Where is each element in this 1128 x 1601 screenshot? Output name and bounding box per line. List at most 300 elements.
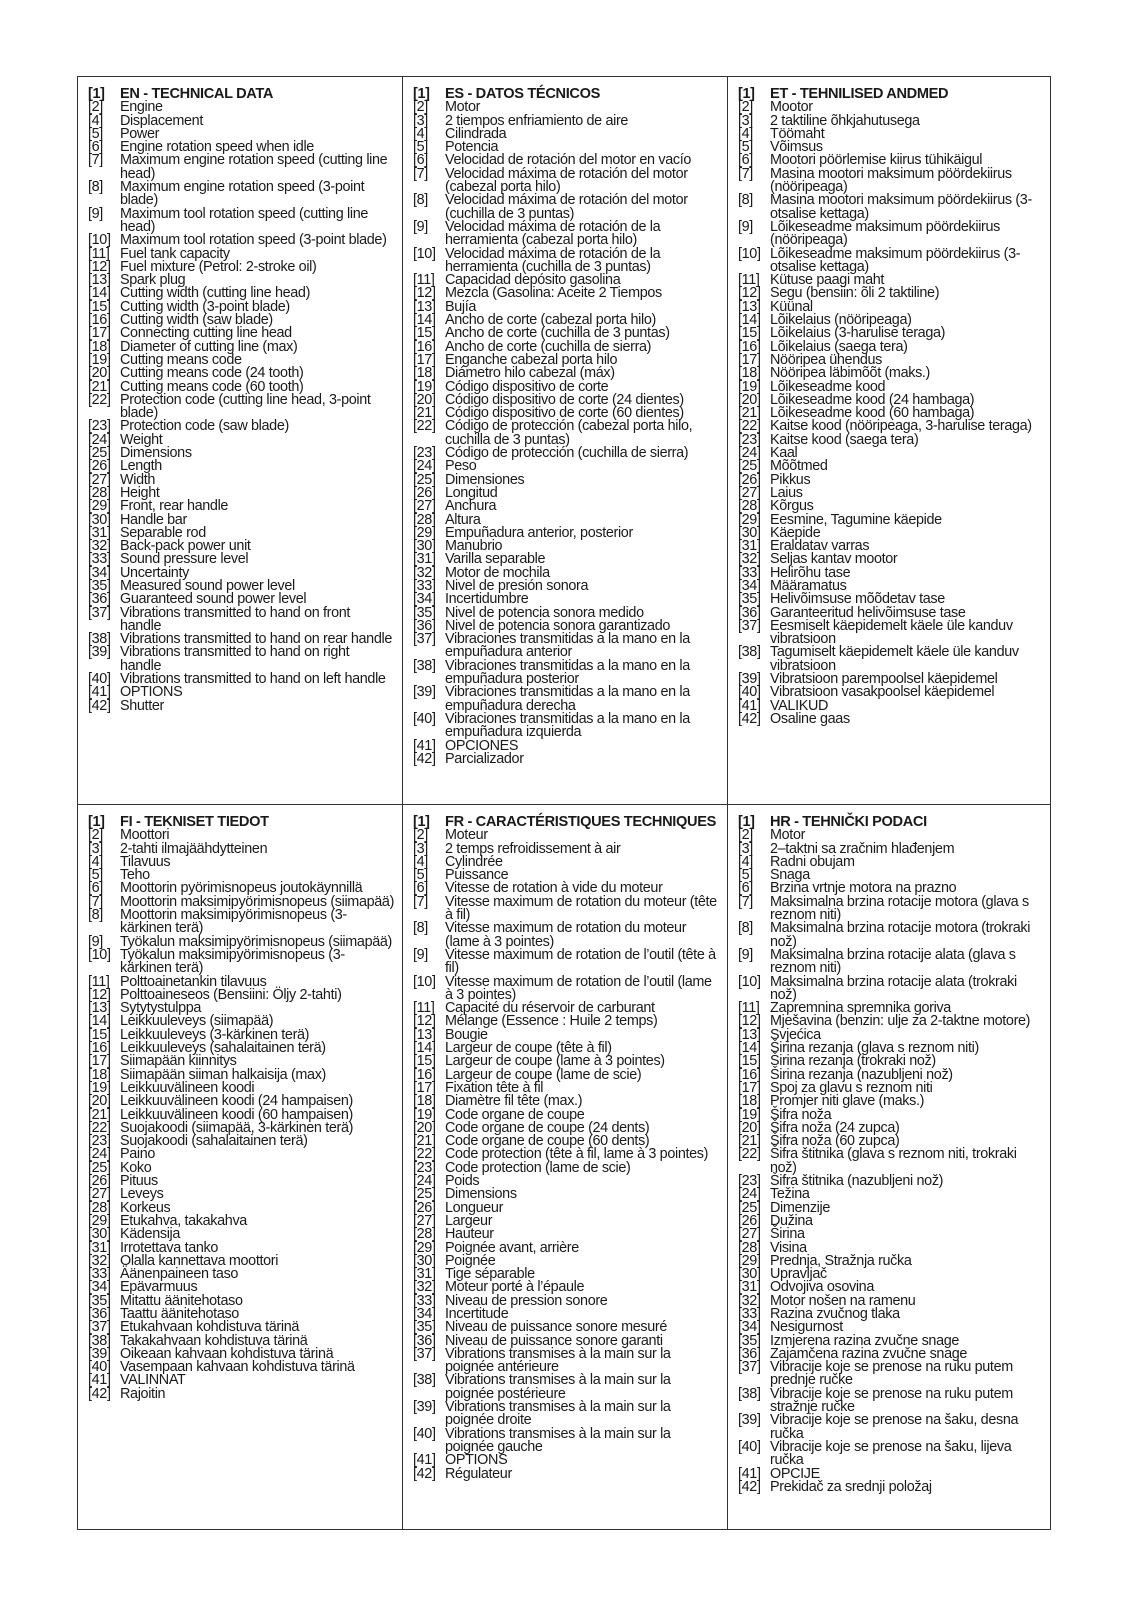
item-label: Largeur de coupe (lame à 3 pointes) xyxy=(445,1053,665,1070)
item-label: Tilavuus xyxy=(120,853,171,870)
item-number: [40] xyxy=(88,1359,111,1376)
item-label: OPTIONS xyxy=(445,1452,508,1469)
item-number: [23] xyxy=(738,431,761,448)
item-label: Helirõhu tase xyxy=(770,564,851,581)
item-number: [35] xyxy=(738,1332,761,1349)
item-label: Poignée xyxy=(445,1252,496,1269)
item-label: Širina rezanja (glava s reznom niti) xyxy=(770,1040,979,1057)
item-number: [40] xyxy=(738,684,761,701)
item-label: Vitesse maximum de rotation du moteur (lame à 3 pointes) xyxy=(445,920,687,950)
item-number: [10] xyxy=(88,946,111,963)
item-label: Motor xyxy=(770,827,806,844)
item-number: [23] xyxy=(738,1173,761,1190)
item-label: Moteur xyxy=(445,827,488,844)
item-label: Küünal xyxy=(770,298,813,315)
spec-row xyxy=(413,1401,719,1428)
item-number: [42] xyxy=(88,697,111,714)
item-number: [4] xyxy=(413,853,428,870)
item-number: [26] xyxy=(413,484,436,501)
item-label: Leikkuuleveys (3-kärkinen terä) xyxy=(120,1026,310,1043)
item-label: Ancho de corte (cuchilla de 3 puntas) xyxy=(445,325,670,342)
item-number: [19] xyxy=(413,1106,436,1123)
item-number: [30] xyxy=(88,1226,111,1243)
item-label: Työkalun maksimipyörimisnopeus (siimapää) xyxy=(120,933,392,950)
item-number: [12] xyxy=(88,986,111,1003)
item-number: [2] xyxy=(413,827,428,844)
item-number: [26] xyxy=(88,458,111,475)
item-number: [11] xyxy=(413,1000,435,1017)
item-number: [7] xyxy=(88,893,103,910)
item-label: Šifra noža (60 zupca) xyxy=(770,1133,900,1150)
item-label: Takakahvaan kohdistuva tärinä xyxy=(120,1332,308,1349)
item-number: [22] xyxy=(88,391,111,408)
item-number: [34] xyxy=(413,591,436,608)
item-number: [35] xyxy=(413,1319,436,1336)
item-label: Upravljač xyxy=(770,1266,827,1283)
section-title: FR - CARACTÉRISTIQUES TECHNIQUES xyxy=(445,814,716,830)
item-number: [23] xyxy=(413,445,436,462)
item-label: Maximum engine rotation speed (3-point blade) xyxy=(120,179,365,209)
item-label: Incertidumbre xyxy=(445,591,529,608)
item-label: Largeur de coupe (lame de scie) xyxy=(445,1066,642,1083)
item-label: Código dispositivo de corte (60 dientes) xyxy=(445,405,684,422)
item-number: [33] xyxy=(413,1292,436,1309)
item-number: [18] xyxy=(88,1066,111,1083)
item-number: [19] xyxy=(88,351,111,368)
item-number: [37] xyxy=(88,604,111,621)
spec-row xyxy=(413,245,719,275)
item-number: [27] xyxy=(88,471,111,488)
item-number: [29] xyxy=(413,524,436,541)
item-number: [12] xyxy=(738,285,761,302)
item-number: [38] xyxy=(413,657,436,674)
item-number: [6] xyxy=(88,880,103,897)
item-number: [15] xyxy=(413,1053,436,1070)
item-label: Masina mootori maksimum pöördekiirus (nööripeaga) xyxy=(770,165,1012,196)
item-number: [17] xyxy=(413,1079,436,1096)
item-number: [22] xyxy=(738,1146,761,1163)
spec-row xyxy=(738,165,1042,196)
spec-row xyxy=(738,1438,1042,1469)
item-number: [35] xyxy=(88,1292,111,1309)
item-label: Diámetro hilo cabezal (máx) xyxy=(445,365,615,382)
item-number: [29] xyxy=(88,1212,111,1229)
spec-row xyxy=(413,1345,719,1376)
item-label: Moottorin pyörimisnopeus joutokäynnillä xyxy=(120,880,363,897)
item-label: Lõikeseadme kood (60 hambaga) xyxy=(770,405,975,422)
item-number: [42] xyxy=(738,710,761,727)
item-number: [28] xyxy=(413,511,436,528)
item-label: Suojakoodi (sahalaitainen terä) xyxy=(120,1133,308,1150)
item-number: [4] xyxy=(88,853,103,870)
item-number: [27] xyxy=(413,1212,436,1229)
item-number: [11] xyxy=(88,973,110,990)
item-number: [20] xyxy=(88,365,111,382)
item-number: [21] xyxy=(413,1133,436,1150)
spec-row xyxy=(88,646,394,673)
item-number: [36] xyxy=(88,591,111,608)
item-label: Teho xyxy=(120,867,150,884)
item-number: [13] xyxy=(88,272,111,289)
item-number: [8] xyxy=(738,920,753,937)
item-number: [19] xyxy=(413,378,436,395)
item-label: Moottori xyxy=(120,827,170,844)
item-label: Cutting means code (60 tooth) xyxy=(120,378,304,395)
item-number: [32] xyxy=(413,564,436,581)
item-number: [30] xyxy=(413,1252,436,1269)
spec-row xyxy=(738,1385,1042,1416)
item-label: Code organe de coupe (24 dents) xyxy=(445,1119,650,1136)
section-title: ET - TEHNILISED ANDMED xyxy=(770,86,949,102)
item-number: [10] xyxy=(738,973,761,990)
item-label: Leikkuuvälineen koodi (60 hampaisen) xyxy=(120,1106,353,1123)
item-number: [34] xyxy=(88,1279,111,1296)
item-number: [24] xyxy=(88,431,111,448)
item-label: Määramatus xyxy=(770,577,847,594)
item-number: [27] xyxy=(413,498,436,515)
item-number: [31] xyxy=(413,551,436,568)
spec-row xyxy=(413,893,719,924)
item-label: Poignée avant, arrière xyxy=(445,1239,579,1256)
item-number: [36] xyxy=(88,1305,111,1322)
item-label: Separable rod xyxy=(120,524,206,541)
item-number: [11] xyxy=(88,245,110,262)
item-label: Seljas kantav mootor xyxy=(770,551,898,568)
item-number: [9] xyxy=(738,218,753,235)
item-label: Moottorin maksimipyörimisnopeus (siimapää) xyxy=(120,893,395,910)
spec-row xyxy=(88,391,394,422)
item-number: [27] xyxy=(738,484,761,501)
item-number: [25] xyxy=(88,1159,111,1176)
item-label: Shutter xyxy=(120,697,164,714)
item-label: Koko xyxy=(120,1159,152,1176)
item-number: [28] xyxy=(88,484,111,501)
spec-row xyxy=(738,893,1042,924)
item-number: [34] xyxy=(413,1305,436,1322)
item-label: 2–taktni sa zračnim hlađenjem xyxy=(770,840,955,857)
spec-row xyxy=(738,1414,1042,1441)
item-label: Paino xyxy=(120,1146,156,1163)
item-label: VALINNAT xyxy=(120,1372,186,1389)
item-number: [5] xyxy=(413,139,428,156)
item-label: Altura xyxy=(445,511,481,528)
spec-row xyxy=(413,1425,719,1455)
item-number: [32] xyxy=(738,551,761,568)
item-number: [35] xyxy=(88,577,111,594)
spec-row xyxy=(738,218,1042,249)
item-label: Kädensija xyxy=(120,1226,181,1243)
item-label: Sytytystulppa xyxy=(120,1000,202,1017)
item-number: [34] xyxy=(738,1319,761,1336)
item-label: Motor de mochila xyxy=(445,564,550,581)
item-number: [8] xyxy=(413,192,428,209)
item-number: [41] xyxy=(738,1465,761,1482)
item-label: Masina mootori maksimum pöördekiirus (3-otsalise kettaga) xyxy=(770,192,1032,222)
item-number: [41] xyxy=(88,684,111,701)
item-label: Handle bar xyxy=(120,511,187,528)
item-number: [8] xyxy=(738,192,753,209)
item-label: Width xyxy=(120,471,156,488)
item-label: Velocidad máxima de rotación del motor (cuchilla de 3 puntas) xyxy=(445,192,688,222)
item-label: Zajamčena razina zvučne snage xyxy=(770,1345,968,1362)
item-label: Polttoaineseos (Bensiini: Öljy 2-tahti) xyxy=(120,986,342,1003)
item-number: [33] xyxy=(738,564,761,581)
item-number: [17] xyxy=(413,351,436,368)
item-number: [15] xyxy=(738,1053,761,1070)
item-number: [20] xyxy=(738,391,761,408)
item-label: Etukahva, takakahva xyxy=(120,1212,247,1229)
item-number: [33] xyxy=(88,551,111,568)
item-label: Capacité du réservoir de carburant xyxy=(445,1000,655,1017)
item-number: [42] xyxy=(413,1465,436,1482)
item-label: Promjer niti glave (maks.) xyxy=(770,1093,925,1110)
item-number: [40] xyxy=(738,1438,761,1455)
item-label: Maksimalna brzina rotacije motora (glava s reznom niti) xyxy=(770,893,1029,924)
item-number: [28] xyxy=(738,498,761,515)
item-label: Nivel de potencia sonora medido xyxy=(445,604,644,621)
spec-row xyxy=(88,697,394,714)
item-number: [34] xyxy=(738,577,761,594)
section-title: EN - TECHNICAL DATA xyxy=(120,86,274,102)
item-number: [21] xyxy=(738,405,761,422)
item-label: Manubrio xyxy=(445,538,503,555)
item-label: Moottorin maksimipyörimisnopeus (3-kärkinen terä) xyxy=(120,907,347,937)
section-title: ES - DATOS TÉCNICOS xyxy=(445,86,600,102)
item-label: Vibrations transmises à la main sur la poignée postérieure xyxy=(445,1372,671,1402)
item-label: Dimenzije xyxy=(770,1199,831,1216)
item-label: Vitesse maximum de rotation de l’outil (lame à 3 pointes) xyxy=(445,973,712,1003)
item-number: [13] xyxy=(88,1000,111,1017)
item-number: [27] xyxy=(738,1226,761,1243)
item-label: Vibrations transmitted to hand on right handle xyxy=(120,644,350,674)
item-label: Velocidad de rotación del motor en vacío xyxy=(445,152,691,169)
section-title: HR - TEHNIČKI PODACI xyxy=(770,814,927,830)
item-number: [30] xyxy=(88,511,111,528)
item-number: [15] xyxy=(738,325,761,342)
item-number: [32] xyxy=(88,538,111,555)
item-label: Vibrations transmitted to hand on front handle xyxy=(120,604,351,634)
item-label: Velocidad máxima de rotación de la herramienta (cuchilla de 3 puntas) xyxy=(445,245,661,275)
spec-row xyxy=(413,973,719,1003)
item-number: [11] xyxy=(738,272,760,289)
item-number: [21] xyxy=(413,405,436,422)
item-label: Code protection (lame de scie) xyxy=(445,1159,631,1176)
item-label: Code protection (tête à fil, lame à 3 pointes) xyxy=(445,1146,709,1163)
item-label: Código de protección (cabezal porta hilo, cuchilla de 3 puntas) xyxy=(445,418,693,448)
item-label: Vibratsioon vasakpoolsel käepidemel xyxy=(770,684,995,701)
item-label: Dimensiones xyxy=(445,471,525,488)
item-number: [20] xyxy=(413,1119,436,1136)
item-label: Código dispositivo de corte (24 dientes) xyxy=(445,391,684,408)
spec-row xyxy=(738,617,1042,648)
item-number: [38] xyxy=(88,1332,111,1349)
item-label: Eraldatav varras xyxy=(770,538,870,555)
spec-row xyxy=(738,1478,1042,1495)
item-number: [6] xyxy=(738,880,753,897)
item-label: Cylindrée xyxy=(445,853,503,870)
item-number: [2] xyxy=(413,99,428,116)
spec-row xyxy=(738,1148,1042,1175)
spec-row xyxy=(413,1465,719,1482)
item-number: [5] xyxy=(88,867,103,884)
item-label: Longitud xyxy=(445,484,498,501)
item-label: Radni obujam xyxy=(770,853,855,870)
item-number: [8] xyxy=(413,920,428,937)
item-label: Velocidad máxima de rotación de la herramienta (cabezal porta hilo) xyxy=(445,218,661,249)
item-number: [12] xyxy=(88,258,111,275)
item-label: Nivel de presión sonora xyxy=(445,577,589,594)
item-label: Maksimalna brzina rotacije motora (trokraki nož) xyxy=(770,920,1031,950)
item-label: Vibraciones transmitidas a la mano en la empuñadura derecha xyxy=(445,684,690,714)
item-number: [9] xyxy=(88,205,103,222)
item-number: [6] xyxy=(413,152,428,169)
item-number: [5] xyxy=(413,867,428,884)
item-label: Dimensions xyxy=(445,1186,517,1203)
item-number: [16] xyxy=(738,338,761,355)
item-number: [16] xyxy=(88,312,111,329)
item-number: [8] xyxy=(88,907,103,924)
item-label: VALIKUD xyxy=(770,697,829,714)
item-label: Capacidad depósito gasolina xyxy=(445,272,621,289)
spec-row xyxy=(413,1374,719,1401)
item-label: Suojakoodi (siimapää, 3-kärkinen terä) xyxy=(120,1119,354,1136)
item-label: Tige séparable xyxy=(445,1266,535,1283)
item-number: [13] xyxy=(738,298,761,315)
item-number: [2] xyxy=(738,99,753,116)
item-number: [37] xyxy=(88,1319,111,1336)
item-number: [37] xyxy=(738,617,761,634)
item-label: Etukahvaan kohdistuva tärinä xyxy=(120,1319,300,1336)
item-number: [38] xyxy=(738,1385,761,1402)
item-number: [39] xyxy=(738,671,761,688)
item-number: [29] xyxy=(738,1252,761,1269)
item-label: 2 tiempos enfriamiento de aire xyxy=(445,112,629,129)
item-number: [18] xyxy=(738,1093,761,1110)
item-label: Mješavina (benzin: ulje za 2-taktne motore) xyxy=(770,1013,1031,1030)
item-number: [1] xyxy=(413,814,430,830)
item-label: Mezcla (Gasolina: Aceite 2 Tiempos xyxy=(445,285,662,302)
item-number: [39] xyxy=(413,1399,436,1416)
item-number: [7] xyxy=(88,152,103,169)
item-number: [7] xyxy=(413,893,428,910)
item-label: Spoj za glavu s reznom niti xyxy=(770,1079,933,1096)
item-label: Moteur porté à l’épaule xyxy=(445,1279,585,1296)
item-label: Leikkuuvälineen koodi xyxy=(120,1079,255,1096)
item-label: Pituus xyxy=(120,1173,158,1190)
item-label: Diamètre fil tête (max.) xyxy=(445,1093,583,1110)
item-label: Težina xyxy=(770,1186,810,1203)
item-number: [3] xyxy=(413,112,428,129)
item-label: Largeur de coupe (tête à fil) xyxy=(445,1040,612,1057)
item-number: [17] xyxy=(738,351,761,368)
item-number: [24] xyxy=(88,1146,111,1163)
item-number: [9] xyxy=(413,946,428,963)
item-number: [4] xyxy=(738,853,753,870)
item-label: Code organe de coupe xyxy=(445,1106,585,1123)
item-label: OPTIONS xyxy=(120,684,183,701)
item-label: Šifra noža xyxy=(770,1106,832,1123)
item-label: Epävarmuus xyxy=(120,1279,198,1296)
item-number: [20] xyxy=(88,1093,111,1110)
item-label: Vibraciones transmitidas a la mano en la empuñadura izquierda xyxy=(445,710,690,741)
item-number: [14] xyxy=(413,312,436,329)
item-label: Vitesse maximum de rotation du moteur (tête à fil) xyxy=(445,893,717,924)
item-label: Maximum tool rotation speed (cutting line head) xyxy=(120,205,369,235)
item-label: Svjećica xyxy=(770,1026,821,1043)
item-label: Longueur xyxy=(445,1199,504,1216)
item-label: Uncertainty xyxy=(120,564,189,581)
spec-row xyxy=(738,194,1042,221)
section-en xyxy=(78,77,403,805)
item-number: [23] xyxy=(88,418,111,435)
item-label: Vitesse maximum de rotation de l’outil (tête à fil) xyxy=(445,946,716,977)
item-number: [22] xyxy=(413,418,436,435)
spec-row xyxy=(413,710,719,741)
item-number: [13] xyxy=(738,1026,761,1043)
item-label: Vibracije koje se prenose na šaku, lijeva ručka xyxy=(770,1438,1012,1469)
item-number: [33] xyxy=(738,1305,761,1322)
item-number: [23] xyxy=(88,1133,111,1150)
item-number: [1] xyxy=(738,814,755,830)
item-label: Nööripea ühendus xyxy=(770,351,883,368)
spec-row xyxy=(738,973,1042,1003)
item-label: Vibracije koje se prenose na šaku, desna ručka xyxy=(770,1412,1019,1442)
item-number: [32] xyxy=(88,1252,111,1269)
section-title: FI - TEKNISET TIEDOT xyxy=(120,814,269,830)
item-label: Visina xyxy=(770,1239,807,1256)
item-label: Niveau de puissance sonore garanti xyxy=(445,1332,663,1349)
item-label: Fixation tête à fil xyxy=(445,1079,544,1096)
item-label: Širina xyxy=(770,1226,805,1243)
item-label: Bougie xyxy=(445,1026,488,1043)
item-number: [21] xyxy=(88,1106,111,1123)
item-label: Lõikelaius (3-harulise teraga) xyxy=(770,325,946,342)
item-label: Régulateur xyxy=(445,1465,512,1482)
spec-row xyxy=(88,154,394,181)
item-number: [26] xyxy=(738,471,761,488)
item-label: Vibrations transmitted to hand on left handle xyxy=(120,671,386,688)
item-label: Siimapään kiinnitys xyxy=(120,1053,237,1070)
item-label: Cutting width (cutting line head) xyxy=(120,285,311,302)
item-label: Lõikelaius (saega tera) xyxy=(770,338,908,355)
item-label: Širina rezanja (trokraki nož) xyxy=(770,1053,936,1070)
item-label: Maksimalna brzina rotacije alata (trokraki nož) xyxy=(770,973,1017,1003)
item-label: Kõrgus xyxy=(770,498,814,515)
item-label: Kaal xyxy=(770,445,798,462)
item-number: [16] xyxy=(413,1066,436,1083)
item-label: Hauteur xyxy=(445,1226,494,1243)
item-number: [14] xyxy=(738,312,761,329)
section-et xyxy=(728,77,1050,805)
item-label: Connecting cutting line head xyxy=(120,325,292,342)
item-number: [16] xyxy=(413,338,436,355)
item-number: [18] xyxy=(413,1093,436,1110)
item-number: [25] xyxy=(413,471,436,488)
item-number: [23] xyxy=(413,1159,436,1176)
item-label: Potencia xyxy=(445,139,499,156)
item-label: Mootor xyxy=(770,99,813,116)
item-label: Dimensions xyxy=(120,445,192,462)
item-label: Vibrations transmises à la main sur la poignée gauche xyxy=(445,1425,671,1455)
item-label: Protection code (cutting line head, 3-point blade) xyxy=(120,391,371,422)
item-label: Vasempaan kahvaan kohdistuva tärinä xyxy=(120,1359,355,1376)
item-number: [19] xyxy=(738,1106,761,1123)
item-label: Kaitse kood (nööripeaga, 3-harulise teraga) xyxy=(770,418,1032,435)
item-number: [30] xyxy=(738,1266,761,1283)
item-number: [18] xyxy=(413,365,436,382)
item-number: [26] xyxy=(738,1212,761,1229)
item-number: [36] xyxy=(413,617,436,634)
